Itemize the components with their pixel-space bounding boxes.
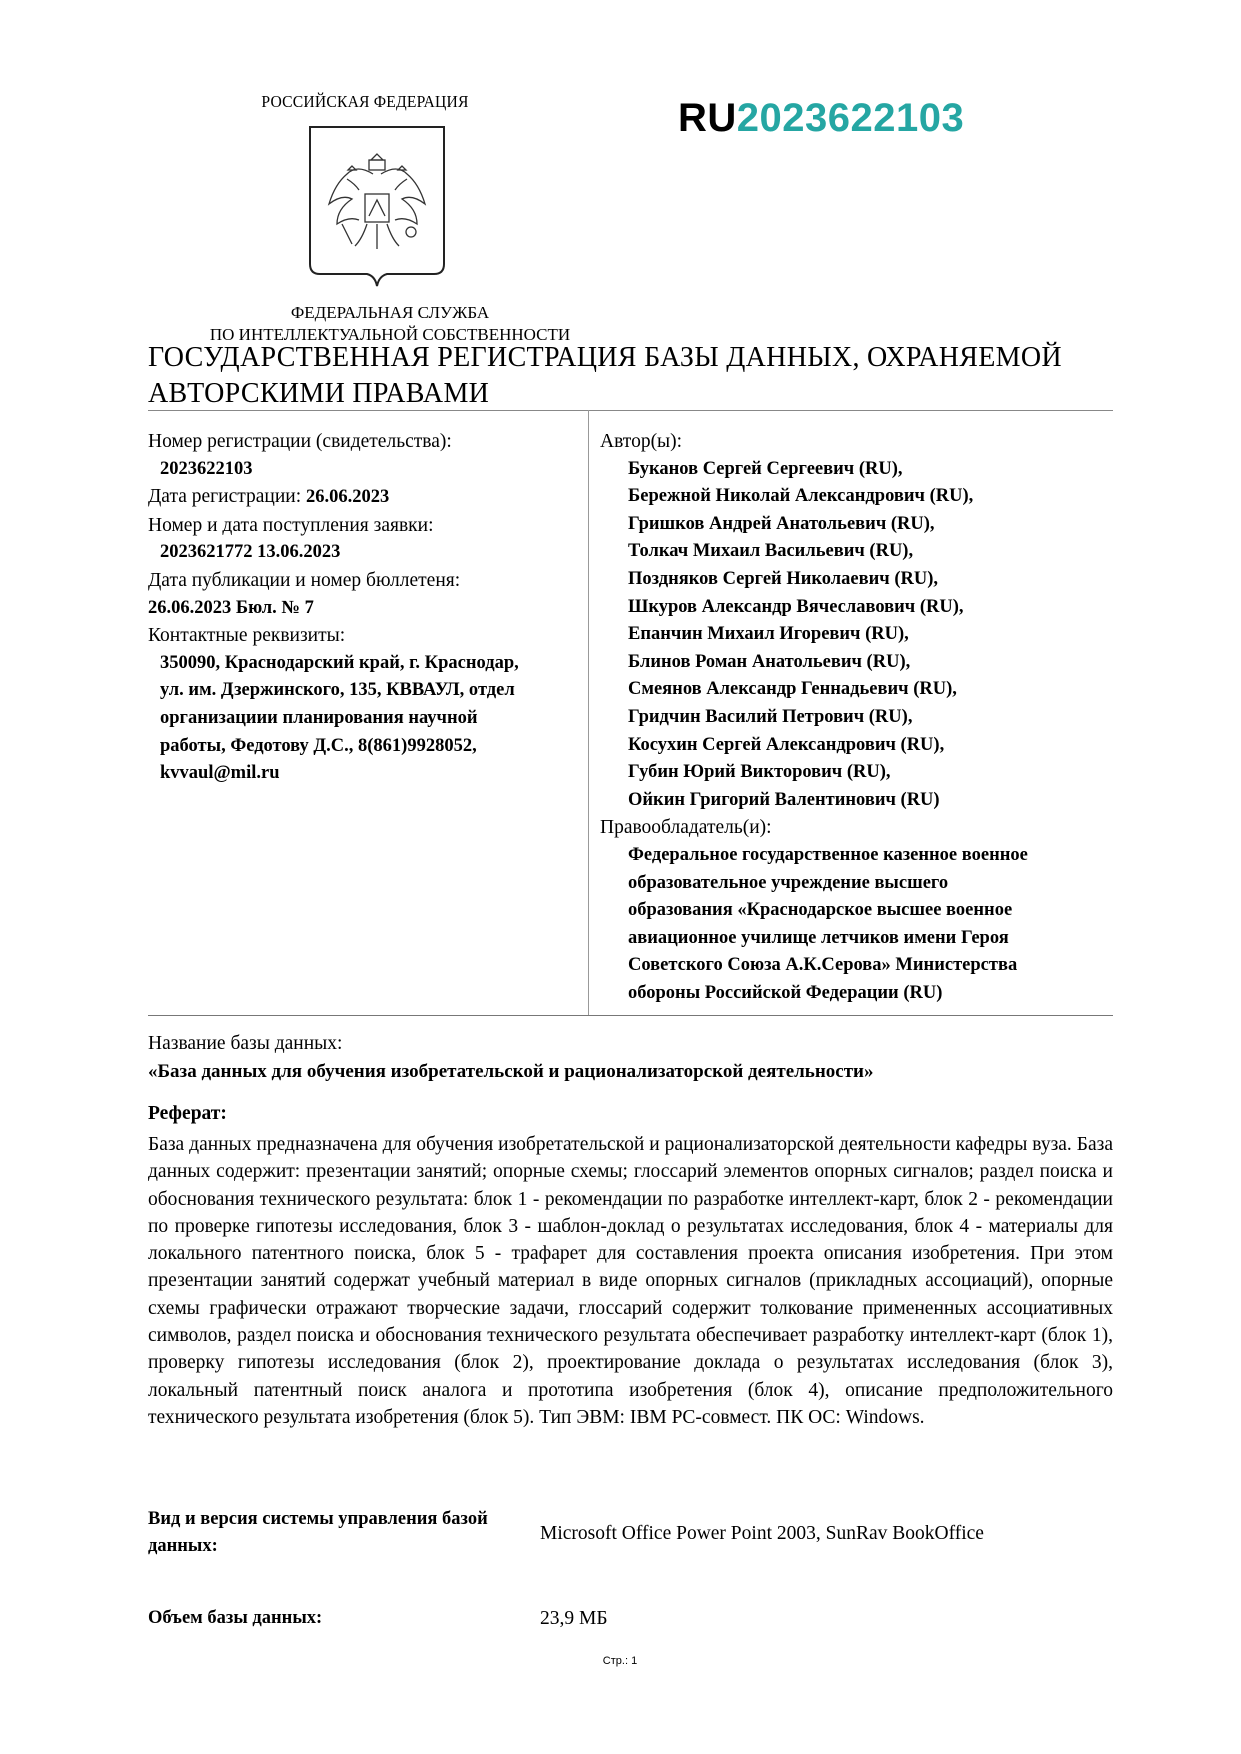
contact-email: kvvaul@mil.ru <box>160 763 280 784</box>
database-size-label: Объем базы данных: <box>148 1608 323 1628</box>
column-divider <box>588 410 589 1015</box>
reg-number-value: 2023622103 <box>160 458 253 479</box>
registration-details <box>148 428 578 788</box>
application-value: 2023621772 13.06.2023 <box>160 542 341 563</box>
bottom-divider <box>148 1015 1113 1016</box>
contact-line: 350090, Краснодарский край, г. Краснодар, <box>160 652 519 673</box>
publication-label: Дата публикации и номер бюллетеня: <box>148 569 461 591</box>
holders-label: Правообладатель(и): <box>600 817 772 839</box>
holder-line: обороны Российской Федерации (RU) <box>628 982 943 1003</box>
author-item: Поздняков Сергей Николаевич (RU), <box>628 568 939 589</box>
country-name: РОССИЙСКАЯ ФЕДЕРАЦИЯ <box>261 92 469 111</box>
dbms-value: Microsoft Office Power Point 2003, SunRav BookOffice <box>540 1523 984 1544</box>
contact-line: ул. им. Дзержинского, 135, КВВАУЛ, отдел <box>160 680 515 701</box>
publication-value: 26.06.2023 Бюл. № 7 <box>148 597 314 618</box>
agency-line-2: ПО ИНТЕЛЛЕКТУАЛЬНОЙ СОБСТВЕННОСТИ <box>209 325 571 344</box>
holder-line: Советского Союза А.К.Серова» Министерства <box>628 955 1018 976</box>
holder-line: авиационное училище летчиков имени Героя <box>628 927 1009 948</box>
registration-number: 2023622103 <box>736 96 965 140</box>
contact-label: Контактные реквизиты: <box>148 625 346 647</box>
database-size-value: 23,9 МБ <box>540 1608 608 1629</box>
document-title: ГОСУДАРСТВЕННАЯ РЕГИСТРАЦИЯ БАЗЫ ДАННЫХ, ОХРАНЯЕМОЙ АВТОРСКИМИ ПРАВАМИ <box>148 342 1062 409</box>
author-item: Буканов Сергей Сергеевич (RU), <box>628 458 903 479</box>
holder-line: образования «Краснодарское высшее военное <box>628 900 1013 921</box>
agency-line-1: ФЕДЕРАЛЬНАЯ СЛУЖБА <box>290 303 490 322</box>
author-item: Епанчин Михаил Игоревич (RU), <box>628 624 909 645</box>
registration-number-header <box>678 96 964 140</box>
holder-line: Федеральное государственное казенное военное <box>628 844 1028 865</box>
page-number: Стр.: 1 <box>602 1655 638 1667</box>
holder-line: образовательное учреждение высшего <box>628 872 949 893</box>
application-label: Номер и дата поступления заявки: <box>148 514 434 536</box>
contact-line: работы, Федотову Д.С., 8(861)9928052, <box>160 735 477 756</box>
coat-of-arms-icon <box>307 124 447 288</box>
abstract-label: Реферат: <box>148 1103 227 1124</box>
authors-label: Автор(ы): <box>600 431 683 452</box>
authors-and-holders <box>600 428 1120 1007</box>
top-divider <box>148 410 1113 411</box>
reg-date-value: 26.06.2023 <box>306 487 390 508</box>
author-item: Толкач Михаил Васильевич (RU), <box>628 541 914 562</box>
database-name-label: Название базы данных: <box>148 1033 343 1054</box>
abstract-text: База данных предназначена для обучения изобретательской и рационализаторской деятельности кафедры вуза. База данных содержит: презентации занятий; опорные схемы; глоссарий элементов опорных сигналов; раздел поиска и обоснования технического результата: блок 1 - рекомендации по разработке интеллект-карт, блок 2 - рекомендации по проверке гипотезы исследования, блок 3 - шаблон-доклад о результатах исследования, блок 4 - материалы для локального патентного поиска, блок 5 - трафарет для составления проекта описания изобретения. При этом презентации занятий содержат учебный материал в виде опорных сигналов (прикладных ассоциаций), опорные схемы графически отражают творческие задачи, глоссарий содержит толкование примененных ассоциативных символов, раздел поиска и обоснования технического результата обеспечивает разработку интеллект-карт (блок 1), проверку гипотезы исследования (блок 2), проектирование доклада о результатах исследования (блок 3), локальный патентный поиск аналога и прототипа изобретения (блок 4), описание предположительного технического результата изобретения (блок 5). Тип ЭВМ: IBM PC-совмест. ПК ОС: Windows. <box>148 1134 1113 1428</box>
reg-date-label: Дата регистрации: <box>148 486 302 508</box>
author-item: Смеянов Александр Геннадьевич (RU), <box>628 679 957 700</box>
registration-prefix: RU <box>678 96 737 140</box>
contact-line: организациии планирования научной <box>160 707 478 728</box>
author-item: Шкуров Александр Вячеславович (RU), <box>628 596 964 617</box>
author-item: Губин Юрий Викторович (RU), <box>628 762 891 783</box>
author-item: Гришков Андрей Анатольевич (RU), <box>628 513 935 534</box>
author-item: Гридчин Василий Петрович (RU), <box>628 706 913 727</box>
reg-date-row <box>148 483 578 512</box>
dbms-label: Вид и версия системы управления базой данных: <box>148 1509 488 1556</box>
database-name: «База данных для обучения изобретательской и рационализаторской деятельности» <box>148 1061 874 1082</box>
author-item: Бережной Николай Александрович (RU), <box>628 486 974 507</box>
author-item: Ойкин Григорий Валентинович (RU) <box>628 789 940 810</box>
author-item: Косухин Сергей Александрович (RU), <box>628 734 945 755</box>
reg-number-label: Номер регистрации (свидетельства): <box>148 431 452 452</box>
author-item: Блинов Роман Анатольевич (RU), <box>628 651 911 672</box>
